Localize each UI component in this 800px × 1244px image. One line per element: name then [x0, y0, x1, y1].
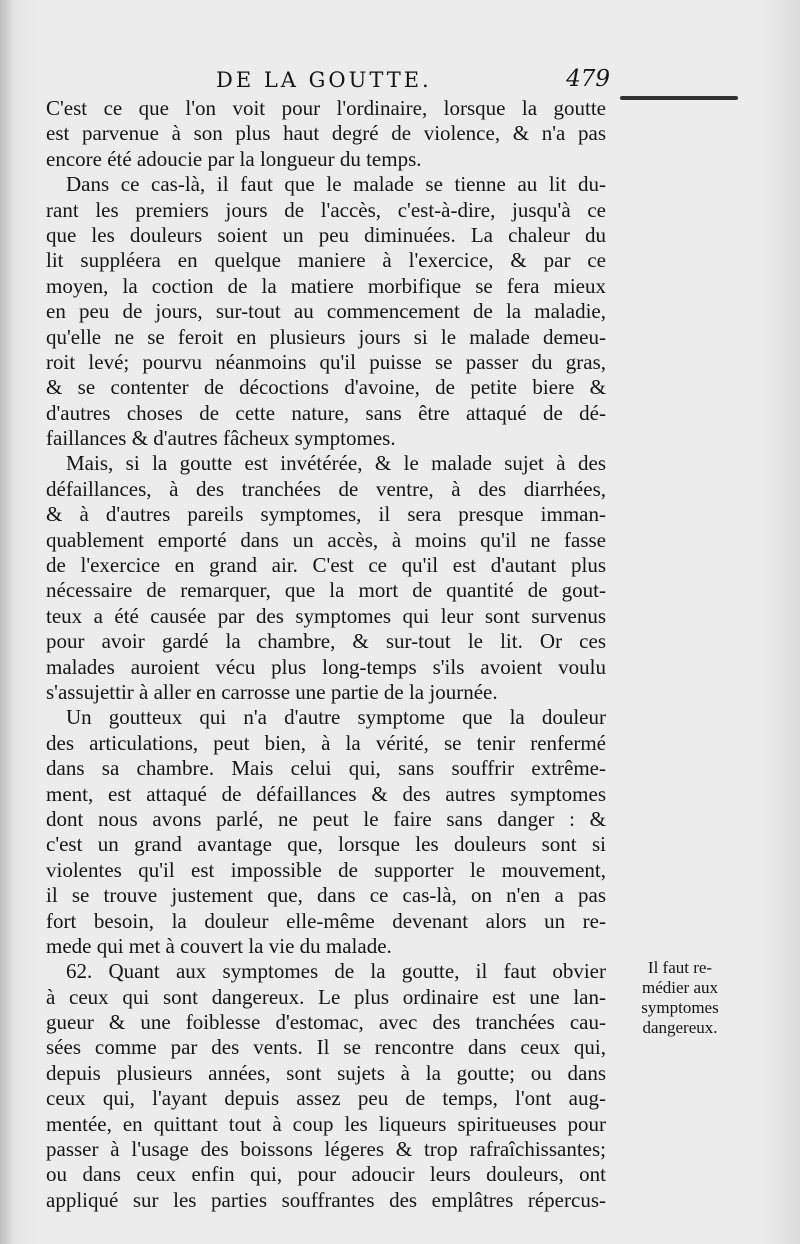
- text-line: Mais, si la goutte est invétérée, & le malade sujet à des: [66, 451, 606, 476]
- text-line: depuis plusieurs années, sont sujets à la goutte; ou dans: [46, 1060, 606, 1085]
- text-line: il se trouve justement que, dans ce cas-là, on n'en a pas: [46, 883, 606, 908]
- text-line: & à d'autres pareils symptomes, il sera presque imman-: [46, 502, 606, 527]
- text-line: est parvenue à son plus haut degré de violence, & n'a pas: [46, 121, 606, 146]
- text-line: défaillances, à des tranchées de ventre, à des diarrhées,: [46, 476, 606, 501]
- text-line: ou dans ceux enfin qui, pour adoucir leurs douleurs, ont: [46, 1162, 606, 1187]
- text-line: des articulations, peut bien, à la vérité, se tenir renfermé: [46, 730, 606, 755]
- text-line: quablement emporté dans un accès, à moins qu'il ne fasse: [46, 527, 606, 552]
- text-line: Un goutteux qui n'a d'autre symptome que la douleur: [66, 705, 606, 730]
- text-line: gueur & une foiblesse d'estomac, avec des tranchées cau-: [46, 1010, 606, 1035]
- text-line: faillances & d'autres fâcheux symptomes.: [46, 426, 396, 451]
- text-line: rant les premiers jours de l'accès, c'est-à-dire, jusqu'à ce: [46, 197, 606, 222]
- page-header: [46, 64, 610, 92]
- text-line: mentée, en quittant tout à coup les liqueurs spiritueuses pour: [46, 1111, 606, 1136]
- text-line: s'assujettir à aller en carrosse une partie de la journée.: [46, 679, 498, 704]
- text-line: appliqué sur les parties souffrantes des emplâtres répercus-: [46, 1187, 606, 1212]
- text-line: c'est un grand avantage que, lorsque les douleurs sont si: [46, 832, 606, 857]
- text-line: mede qui met à couvert la vie du malade.: [46, 933, 392, 958]
- text-line: passer à l'usage des boissons légeres & trop rafraîchissantes;: [46, 1137, 606, 1162]
- body-text: [46, 96, 606, 1213]
- text-line: encore été adoucie par la longueur du temps.: [46, 146, 422, 171]
- margin-note: [620, 958, 740, 1038]
- text-line: teux a été causée par des symptomes qui leur sont survenus: [46, 603, 606, 628]
- text-line: Dans ce cas-là, il faut que le malade se tienne au lit du-: [66, 172, 606, 197]
- text-line: dans sa chambre. Mais celui qui, sans souffrir extrême-: [46, 756, 606, 781]
- text-line: qu'elle ne se feroit en plusieurs jours si le malade demeu-: [46, 324, 606, 349]
- text-line: à ceux qui sont dangereux. Le plus ordinaire est une lan-: [46, 984, 606, 1009]
- text-line: violentes qu'il est impossible de supporter le mouvement,: [46, 857, 606, 882]
- margin-note-line: symptomes: [641, 998, 719, 1017]
- text-line: & se contenter de décoctions d'avoine, de petite biere &: [46, 375, 606, 400]
- text-line: que les douleurs soient un peu diminuées. La chaleur du: [46, 222, 606, 247]
- text-line: 62. Quant aux symptomes de la goutte, il faut obvier: [66, 959, 606, 984]
- page-number: 479: [566, 66, 610, 92]
- text-line: ment, est attaqué de défaillances & des autres symptomes: [46, 781, 606, 806]
- running-head: DE LA GOUTTE.: [216, 68, 432, 92]
- text-line: nécessaire de remarquer, que la mort de quantité de gout-: [46, 578, 606, 603]
- text-line: lit suppléera en quelque maniere à l'exercice, & par ce: [46, 248, 606, 273]
- margin-rule: [620, 96, 738, 100]
- text-line: pour avoir gardé la chambre, & sur-tout le lit. Or ces: [46, 629, 606, 654]
- margin-note-line: Il faut re-: [647, 958, 713, 977]
- text-line: ceux qui, l'ayant depuis assez peu de temps, l'ont aug-: [46, 1086, 606, 1111]
- text-line: roit levé; pourvu néanmoins qu'il puisse se passer du gras,: [46, 349, 606, 374]
- text-line: en peu de jours, sur-tout au commencement de la maladie,: [46, 299, 606, 324]
- text-line: de l'exercice en grand air. C'est ce qu'il est d'autant plus: [46, 553, 606, 578]
- text-line: d'autres choses de cette nature, sans être attaqué de dé-: [46, 400, 606, 425]
- margin-note-line: médier aux: [642, 978, 718, 997]
- text-line: C'est ce que l'on voit pour l'ordinaire, lorsque la goutte: [46, 96, 606, 120]
- text-line: moyen, la coction de la matiere morbifique se fera mieux: [46, 273, 606, 298]
- text-line: malades auroient vécu plus long-temps s'ils avoient voulu: [46, 654, 606, 679]
- text-line: dont nous avons parlé, ne peut le faire sans danger : &: [46, 806, 606, 831]
- text-line: fort besoin, la douleur elle-même devenant alors un re-: [46, 908, 606, 933]
- margin-note-line: dangereux.: [642, 1018, 718, 1037]
- text-line: sées comme par des vents. Il se rencontre dans ceux qui,: [46, 1035, 606, 1060]
